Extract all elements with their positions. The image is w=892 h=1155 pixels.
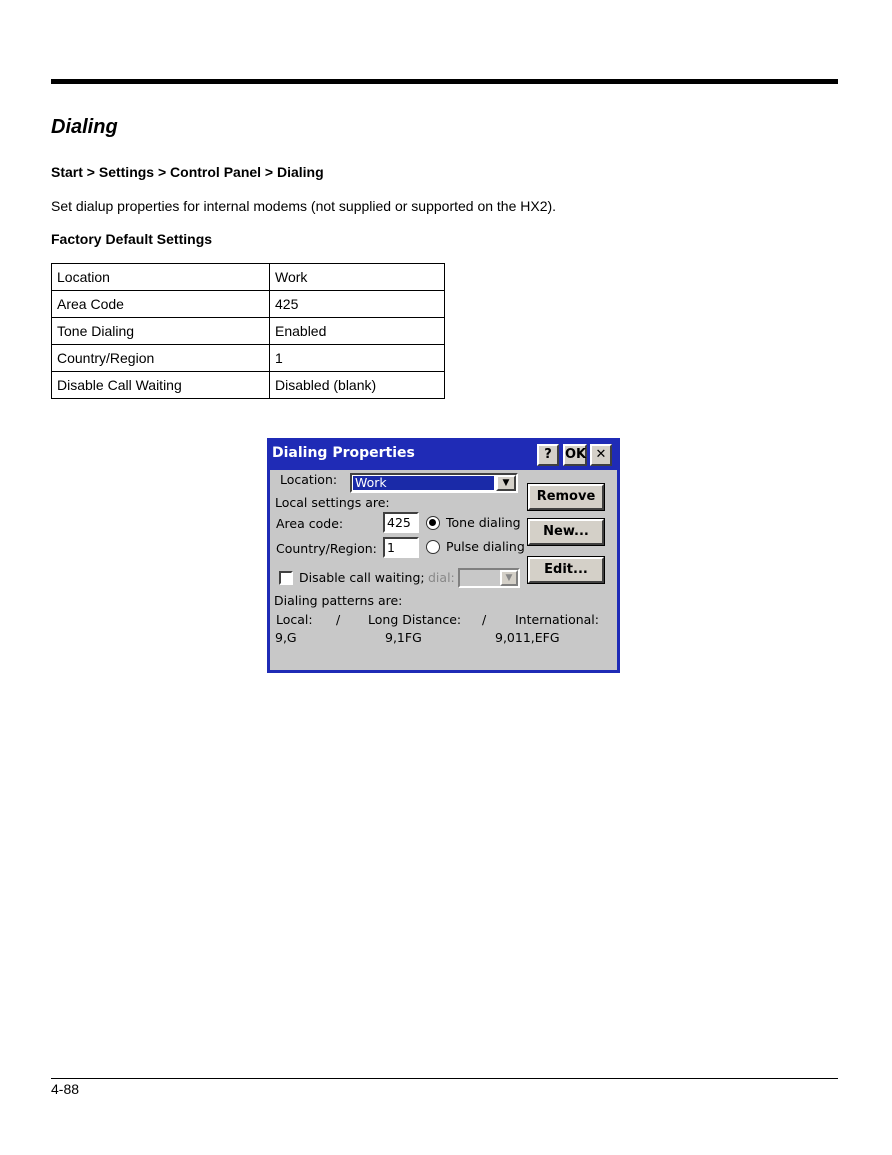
local-pattern-value: 9,G (275, 630, 297, 645)
close-button[interactable]: ✕ (590, 444, 612, 466)
country-region-label: Country/Region: (276, 541, 377, 556)
page-number: 4-88 (51, 1081, 80, 1097)
navigation-path: Start > Settings > Control Panel > Dialing (51, 164, 324, 180)
disable-call-waiting-label[interactable]: Disable call waiting; (299, 570, 425, 585)
remove-button[interactable]: Remove (528, 484, 604, 510)
long-distance-pattern-value: 9,1FG (385, 630, 422, 645)
top-rule (51, 79, 838, 84)
pulse-dialing-label[interactable]: Pulse dialing (446, 539, 525, 554)
dial-dropdown (458, 568, 520, 588)
country-region-input[interactable]: 1 (383, 537, 419, 558)
dial-label: dial: (428, 570, 455, 585)
edit-button[interactable]: Edit... (528, 557, 604, 583)
area-code-label: Area code: (276, 516, 344, 531)
setting-name: Tone Dialing (52, 318, 270, 345)
separator: / (482, 612, 487, 627)
table-row (52, 345, 445, 372)
separator: / (336, 612, 341, 627)
setting-name: Location (52, 264, 270, 291)
setting-name: Country/Region (52, 345, 270, 372)
location-value: Work (353, 476, 494, 490)
local-pattern-label: Local: (276, 612, 313, 627)
page-title: Dialing (51, 116, 118, 138)
ok-button[interactable]: OK (563, 444, 587, 466)
dialing-properties-dialog (267, 438, 620, 673)
tone-dialing-radio[interactable] (426, 516, 440, 530)
setting-value: 1 (270, 345, 445, 372)
dialog-titlebar (267, 438, 620, 470)
local-settings-label: Local settings are: (275, 495, 390, 510)
setting-name: Area Code (52, 291, 270, 318)
description: Set dialup properties for internal modems (not supplied or supported on the HX2). (51, 198, 557, 214)
tone-dialing-label[interactable]: Tone dialing (446, 515, 521, 530)
pulse-dialing-radio[interactable] (426, 540, 440, 554)
setting-value: Disabled (blank) (270, 372, 445, 399)
table-row (52, 318, 445, 345)
chevron-down-icon: ▼ (500, 570, 518, 586)
defaults-table (51, 263, 445, 399)
setting-value: Work (270, 264, 445, 291)
defaults-heading: Factory Default Settings (51, 231, 213, 247)
table-row (52, 372, 445, 399)
location-dropdown[interactable] (350, 473, 518, 493)
help-button[interactable]: ? (537, 444, 559, 466)
setting-value: 425 (270, 291, 445, 318)
international-pattern-label: International: (515, 612, 599, 627)
chevron-down-icon[interactable]: ▼ (496, 475, 516, 491)
setting-value: Enabled (270, 318, 445, 345)
new-button[interactable]: New... (528, 519, 604, 545)
table-row (52, 264, 445, 291)
table-row (52, 291, 445, 318)
area-code-input[interactable]: 425 (383, 512, 419, 533)
international-pattern-value: 9,011,EFG (495, 630, 560, 645)
disable-call-waiting-checkbox[interactable] (279, 571, 293, 585)
footer-rule (51, 1078, 838, 1079)
dialing-patterns-label: Dialing patterns are: (274, 593, 403, 608)
dialog-title: Dialing Properties (272, 445, 415, 461)
setting-name: Disable Call Waiting (52, 372, 270, 399)
location-label: Location: (280, 472, 338, 487)
long-distance-pattern-label: Long Distance: (368, 612, 462, 627)
